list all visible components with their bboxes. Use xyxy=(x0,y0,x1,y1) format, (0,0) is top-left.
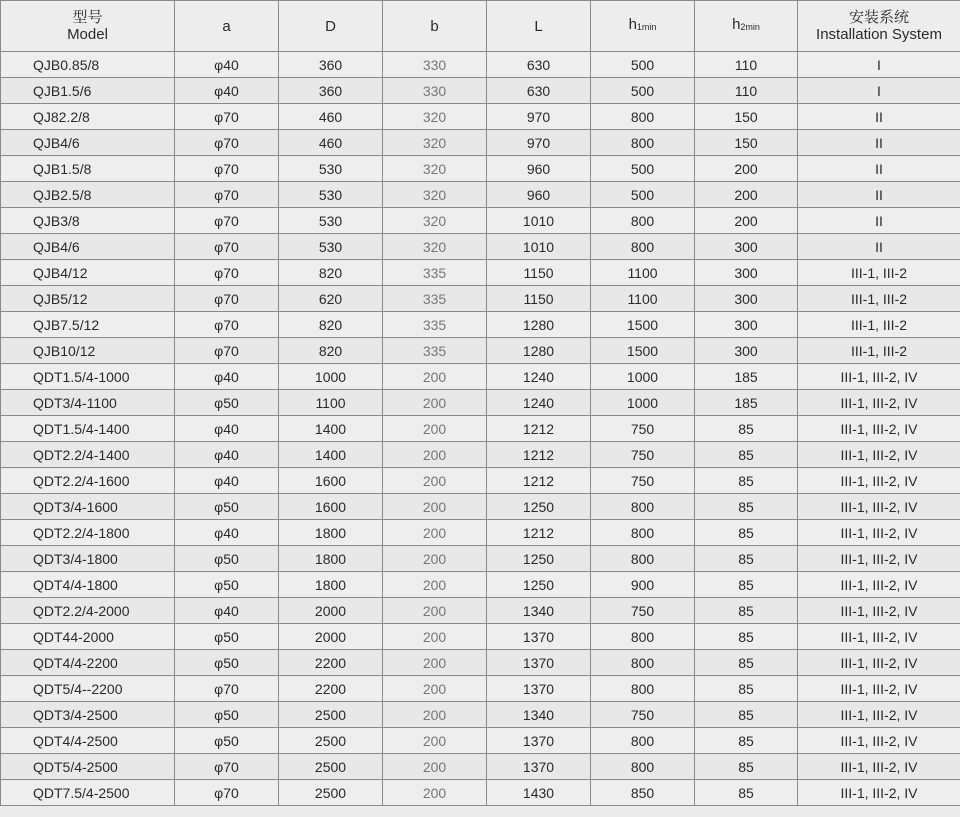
h1min-cell: 750 xyxy=(591,442,695,468)
header-a: a xyxy=(175,1,279,52)
a-cell: φ70 xyxy=(175,234,279,260)
h2min-cell: 85 xyxy=(695,780,798,806)
d-cell: 1100 xyxy=(279,390,383,416)
model-cell: QDT2.2/4-1800 xyxy=(1,520,175,546)
installation-system-cell: III-1, III-2, IV xyxy=(798,442,960,468)
a-cell: φ70 xyxy=(175,208,279,234)
header-d: D xyxy=(279,1,383,52)
header-b: b xyxy=(383,1,487,52)
a-cell: φ50 xyxy=(175,650,279,676)
a-cell: φ40 xyxy=(175,598,279,624)
table-row xyxy=(1,156,960,182)
header-h1min xyxy=(591,1,695,52)
h2min-cell: 85 xyxy=(695,572,798,598)
a-cell: φ40 xyxy=(175,364,279,390)
installation-system-cell: III-1, III-2 xyxy=(798,312,960,338)
model-cell: QJ82.2/8 xyxy=(1,104,175,130)
h1min-cell: 800 xyxy=(591,104,695,130)
model-cell: QJB1.5/6 xyxy=(1,78,175,104)
model-cell: QDT1.5/4-1400 xyxy=(1,416,175,442)
h1min-cell: 500 xyxy=(591,182,695,208)
d-cell: 1400 xyxy=(279,416,383,442)
installation-system-cell: III-1, III-2, IV xyxy=(798,728,960,754)
a-cell: φ70 xyxy=(175,130,279,156)
l-cell: 1370 xyxy=(487,728,591,754)
h1min-cell: 800 xyxy=(591,494,695,520)
l-cell: 1370 xyxy=(487,754,591,780)
l-cell: 1340 xyxy=(487,598,591,624)
h1min-cell: 800 xyxy=(591,520,695,546)
d-cell: 1600 xyxy=(279,468,383,494)
a-cell: φ70 xyxy=(175,312,279,338)
table-row xyxy=(1,312,960,338)
model-cell: QDT1.5/4-1000 xyxy=(1,364,175,390)
d-cell: 1800 xyxy=(279,520,383,546)
b-cell: 200 xyxy=(383,520,487,546)
installation-system-cell: III-1, III-2, IV xyxy=(798,702,960,728)
l-cell: 1250 xyxy=(487,546,591,572)
l-cell: 1212 xyxy=(487,416,591,442)
installation-system-cell: II xyxy=(798,234,960,260)
h2min-cell: 300 xyxy=(695,234,798,260)
b-cell: 200 xyxy=(383,468,487,494)
model-cell: QDT3/4-1100 xyxy=(1,390,175,416)
b-cell: 320 xyxy=(383,104,487,130)
b-cell: 335 xyxy=(383,260,487,286)
b-cell: 335 xyxy=(383,312,487,338)
a-cell: φ70 xyxy=(175,780,279,806)
table-row xyxy=(1,572,960,598)
h2min-cell: 85 xyxy=(695,546,798,572)
header-model-en: Model xyxy=(67,26,108,43)
table-row xyxy=(1,52,960,78)
b-cell: 330 xyxy=(383,52,487,78)
header-h2-base: h xyxy=(732,16,741,33)
h1min-cell: 1000 xyxy=(591,390,695,416)
installation-system-cell: III-1, III-2, IV xyxy=(798,468,960,494)
d-cell: 1800 xyxy=(279,546,383,572)
installation-system-cell: III-1, III-2 xyxy=(798,286,960,312)
a-cell: φ40 xyxy=(175,52,279,78)
h1min-cell: 800 xyxy=(591,650,695,676)
table-body xyxy=(1,52,960,806)
h2min-cell: 200 xyxy=(695,208,798,234)
h2min-cell: 110 xyxy=(695,78,798,104)
b-cell: 200 xyxy=(383,598,487,624)
table-row xyxy=(1,468,960,494)
header-model-cn: 型号 xyxy=(72,9,103,26)
installation-system-cell: III-1, III-2 xyxy=(798,338,960,364)
header-installation-system xyxy=(798,1,960,52)
a-cell: φ70 xyxy=(175,676,279,702)
table-row xyxy=(1,234,960,260)
d-cell: 530 xyxy=(279,234,383,260)
installation-system-cell: III-1, III-2, IV xyxy=(798,650,960,676)
installation-system-cell: III-1, III-2 xyxy=(798,260,960,286)
h2min-cell: 200 xyxy=(695,182,798,208)
d-cell: 360 xyxy=(279,78,383,104)
a-cell: φ50 xyxy=(175,702,279,728)
table-row xyxy=(1,754,960,780)
d-cell: 2500 xyxy=(279,728,383,754)
h1min-cell: 800 xyxy=(591,754,695,780)
model-cell: QJB10/12 xyxy=(1,338,175,364)
h1min-cell: 750 xyxy=(591,416,695,442)
l-cell: 960 xyxy=(487,156,591,182)
l-cell: 630 xyxy=(487,78,591,104)
d-cell: 1400 xyxy=(279,442,383,468)
l-cell: 970 xyxy=(487,104,591,130)
h2min-cell: 300 xyxy=(695,286,798,312)
b-cell: 200 xyxy=(383,416,487,442)
b-cell: 200 xyxy=(383,728,487,754)
model-cell: QDT5/4--2200 xyxy=(1,676,175,702)
h2min-cell: 85 xyxy=(695,676,798,702)
a-cell: φ50 xyxy=(175,728,279,754)
d-cell: 2000 xyxy=(279,598,383,624)
l-cell: 1150 xyxy=(487,286,591,312)
d-cell: 1600 xyxy=(279,494,383,520)
l-cell: 1250 xyxy=(487,572,591,598)
l-cell: 1212 xyxy=(487,468,591,494)
table-row xyxy=(1,494,960,520)
d-cell: 2500 xyxy=(279,754,383,780)
d-cell: 820 xyxy=(279,260,383,286)
h2min-cell: 150 xyxy=(695,104,798,130)
b-cell: 200 xyxy=(383,780,487,806)
b-cell: 200 xyxy=(383,676,487,702)
table-row xyxy=(1,208,960,234)
d-cell: 2200 xyxy=(279,676,383,702)
installation-system-cell: III-1, III-2, IV xyxy=(798,364,960,390)
installation-system-cell: III-1, III-2, IV xyxy=(798,780,960,806)
h1min-cell: 900 xyxy=(591,572,695,598)
b-cell: 200 xyxy=(383,624,487,650)
installation-system-cell: III-1, III-2, IV xyxy=(798,546,960,572)
l-cell: 1340 xyxy=(487,702,591,728)
table-row xyxy=(1,182,960,208)
a-cell: φ50 xyxy=(175,494,279,520)
model-cell: QDT3/4-1800 xyxy=(1,546,175,572)
table-row xyxy=(1,702,960,728)
a-cell: φ70 xyxy=(175,338,279,364)
l-cell: 970 xyxy=(487,130,591,156)
d-cell: 2500 xyxy=(279,780,383,806)
a-cell: φ70 xyxy=(175,104,279,130)
h2min-cell: 300 xyxy=(695,260,798,286)
h1min-cell: 500 xyxy=(591,156,695,182)
model-cell: QDT2.2/4-1400 xyxy=(1,442,175,468)
header-l: L xyxy=(487,1,591,52)
table-header xyxy=(1,1,960,52)
b-cell: 200 xyxy=(383,442,487,468)
table-row xyxy=(1,442,960,468)
h2min-cell: 85 xyxy=(695,598,798,624)
h1min-cell: 800 xyxy=(591,546,695,572)
h2min-cell: 300 xyxy=(695,312,798,338)
table-row xyxy=(1,78,960,104)
d-cell: 530 xyxy=(279,208,383,234)
model-cell: QJB3/8 xyxy=(1,208,175,234)
header-system-cn: 安装系统 xyxy=(848,9,909,26)
header-h2min xyxy=(695,1,798,52)
installation-system-cell: I xyxy=(798,52,960,78)
l-cell: 1010 xyxy=(487,234,591,260)
l-cell: 1212 xyxy=(487,520,591,546)
h1min-cell: 750 xyxy=(591,702,695,728)
a-cell: φ40 xyxy=(175,416,279,442)
a-cell: φ70 xyxy=(175,260,279,286)
l-cell: 1280 xyxy=(487,312,591,338)
d-cell: 1000 xyxy=(279,364,383,390)
h2min-cell: 85 xyxy=(695,728,798,754)
header-h1-base: h xyxy=(628,16,637,33)
b-cell: 330 xyxy=(383,78,487,104)
table-row xyxy=(1,676,960,702)
model-cell: QJB4/6 xyxy=(1,234,175,260)
l-cell: 1010 xyxy=(487,208,591,234)
installation-system-cell: II xyxy=(798,104,960,130)
b-cell: 200 xyxy=(383,494,487,520)
d-cell: 620 xyxy=(279,286,383,312)
installation-system-cell: III-1, III-2, IV xyxy=(798,754,960,780)
h2min-cell: 85 xyxy=(695,494,798,520)
installation-system-cell: III-1, III-2, IV xyxy=(798,494,960,520)
a-cell: φ40 xyxy=(175,468,279,494)
model-cell: QDT2.2/4-2000 xyxy=(1,598,175,624)
table-row xyxy=(1,598,960,624)
model-cell: QDT5/4-2500 xyxy=(1,754,175,780)
h2min-cell: 150 xyxy=(695,130,798,156)
a-cell: φ50 xyxy=(175,572,279,598)
a-cell: φ70 xyxy=(175,754,279,780)
h1min-cell: 800 xyxy=(591,728,695,754)
installation-system-cell: II xyxy=(798,156,960,182)
b-cell: 200 xyxy=(383,390,487,416)
installation-system-cell: III-1, III-2, IV xyxy=(798,572,960,598)
h1min-cell: 1100 xyxy=(591,286,695,312)
h1min-cell: 800 xyxy=(591,676,695,702)
header-model xyxy=(1,1,175,52)
h2min-cell: 110 xyxy=(695,52,798,78)
b-cell: 200 xyxy=(383,546,487,572)
h2min-cell: 85 xyxy=(695,520,798,546)
h2min-cell: 185 xyxy=(695,390,798,416)
header-h2-subscript: 2min xyxy=(740,22,760,32)
header-row xyxy=(1,1,960,52)
h1min-cell: 1000 xyxy=(591,364,695,390)
installation-system-cell: II xyxy=(798,208,960,234)
model-cell: QDT44-2000 xyxy=(1,624,175,650)
h1min-cell: 800 xyxy=(591,208,695,234)
installation-system-cell: I xyxy=(798,78,960,104)
model-cell: QDT2.2/4-1600 xyxy=(1,468,175,494)
h2min-cell: 85 xyxy=(695,650,798,676)
h1min-cell: 850 xyxy=(591,780,695,806)
h1min-cell: 500 xyxy=(591,52,695,78)
h2min-cell: 300 xyxy=(695,338,798,364)
h1min-cell: 750 xyxy=(591,598,695,624)
model-cell: QDT4/4-2500 xyxy=(1,728,175,754)
table-row xyxy=(1,416,960,442)
d-cell: 1800 xyxy=(279,572,383,598)
table-row xyxy=(1,364,960,390)
table-row xyxy=(1,104,960,130)
b-cell: 200 xyxy=(383,364,487,390)
a-cell: φ70 xyxy=(175,182,279,208)
installation-system-cell: III-1, III-2, IV xyxy=(798,520,960,546)
h1min-cell: 800 xyxy=(591,624,695,650)
l-cell: 1240 xyxy=(487,364,591,390)
model-cell: QJB4/12 xyxy=(1,260,175,286)
a-cell: φ40 xyxy=(175,520,279,546)
d-cell: 530 xyxy=(279,182,383,208)
l-cell: 1430 xyxy=(487,780,591,806)
d-cell: 460 xyxy=(279,104,383,130)
installation-system-cell: III-1, III-2, IV xyxy=(798,598,960,624)
a-cell: φ50 xyxy=(175,390,279,416)
d-cell: 820 xyxy=(279,312,383,338)
b-cell: 200 xyxy=(383,650,487,676)
model-cell: QJB7.5/12 xyxy=(1,312,175,338)
a-cell: φ40 xyxy=(175,78,279,104)
model-cell: QDT3/4-2500 xyxy=(1,702,175,728)
h2min-cell: 85 xyxy=(695,624,798,650)
h1min-cell: 1500 xyxy=(591,338,695,364)
l-cell: 1212 xyxy=(487,442,591,468)
h1min-cell: 750 xyxy=(591,468,695,494)
b-cell: 320 xyxy=(383,182,487,208)
header-system-en: Installation System xyxy=(816,26,942,43)
l-cell: 960 xyxy=(487,182,591,208)
b-cell: 335 xyxy=(383,338,487,364)
installation-system-cell: III-1, III-2, IV xyxy=(798,390,960,416)
d-cell: 2500 xyxy=(279,702,383,728)
b-cell: 200 xyxy=(383,754,487,780)
h2min-cell: 85 xyxy=(695,468,798,494)
a-cell: φ50 xyxy=(175,624,279,650)
l-cell: 1370 xyxy=(487,624,591,650)
model-cell: QJB2.5/8 xyxy=(1,182,175,208)
header-h1-subscript: 1min xyxy=(636,22,657,32)
d-cell: 530 xyxy=(279,156,383,182)
d-cell: 2000 xyxy=(279,624,383,650)
model-cell: QDT3/4-1600 xyxy=(1,494,175,520)
l-cell: 1150 xyxy=(487,260,591,286)
installation-system-cell: III-1, III-2, IV xyxy=(798,416,960,442)
installation-system-cell: II xyxy=(798,182,960,208)
table-row xyxy=(1,546,960,572)
h2min-cell: 200 xyxy=(695,156,798,182)
table-row xyxy=(1,520,960,546)
b-cell: 335 xyxy=(383,286,487,312)
installation-system-cell: II xyxy=(798,130,960,156)
h1min-cell: 800 xyxy=(591,234,695,260)
h1min-cell: 1100 xyxy=(591,260,695,286)
d-cell: 460 xyxy=(279,130,383,156)
b-cell: 320 xyxy=(383,130,487,156)
d-cell: 360 xyxy=(279,52,383,78)
h1min-cell: 1500 xyxy=(591,312,695,338)
h2min-cell: 85 xyxy=(695,442,798,468)
l-cell: 1280 xyxy=(487,338,591,364)
a-cell: φ50 xyxy=(175,546,279,572)
model-cell: QJB1.5/8 xyxy=(1,156,175,182)
table-row xyxy=(1,624,960,650)
a-cell: φ70 xyxy=(175,286,279,312)
table-row xyxy=(1,286,960,312)
installation-system-cell: III-1, III-2, IV xyxy=(798,676,960,702)
b-cell: 200 xyxy=(383,572,487,598)
h2min-cell: 85 xyxy=(695,702,798,728)
model-cell: QDT7.5/4-2500 xyxy=(1,780,175,806)
model-cell: QJB0.85/8 xyxy=(1,52,175,78)
l-cell: 1240 xyxy=(487,390,591,416)
l-cell: 1370 xyxy=(487,676,591,702)
d-cell: 820 xyxy=(279,338,383,364)
installation-system-cell: III-1, III-2, IV xyxy=(798,624,960,650)
l-cell: 1370 xyxy=(487,650,591,676)
h2min-cell: 185 xyxy=(695,364,798,390)
model-cell: QDT4/4-1800 xyxy=(1,572,175,598)
model-cell: QJB4/6 xyxy=(1,130,175,156)
h2min-cell: 85 xyxy=(695,754,798,780)
h1min-cell: 800 xyxy=(591,130,695,156)
a-cell: φ40 xyxy=(175,442,279,468)
table-row xyxy=(1,650,960,676)
l-cell: 630 xyxy=(487,52,591,78)
l-cell: 1250 xyxy=(487,494,591,520)
b-cell: 320 xyxy=(383,156,487,182)
a-cell: φ70 xyxy=(175,156,279,182)
model-cell: QDT4/4-2200 xyxy=(1,650,175,676)
b-cell: 200 xyxy=(383,702,487,728)
table-row xyxy=(1,130,960,156)
h2min-cell: 85 xyxy=(695,416,798,442)
table-row xyxy=(1,780,960,806)
d-cell: 2200 xyxy=(279,650,383,676)
b-cell: 320 xyxy=(383,234,487,260)
h1min-cell: 500 xyxy=(591,78,695,104)
model-cell: QJB5/12 xyxy=(1,286,175,312)
table-row xyxy=(1,260,960,286)
table-row xyxy=(1,338,960,364)
table-row xyxy=(1,390,960,416)
table-row xyxy=(1,728,960,754)
b-cell: 320 xyxy=(383,208,487,234)
